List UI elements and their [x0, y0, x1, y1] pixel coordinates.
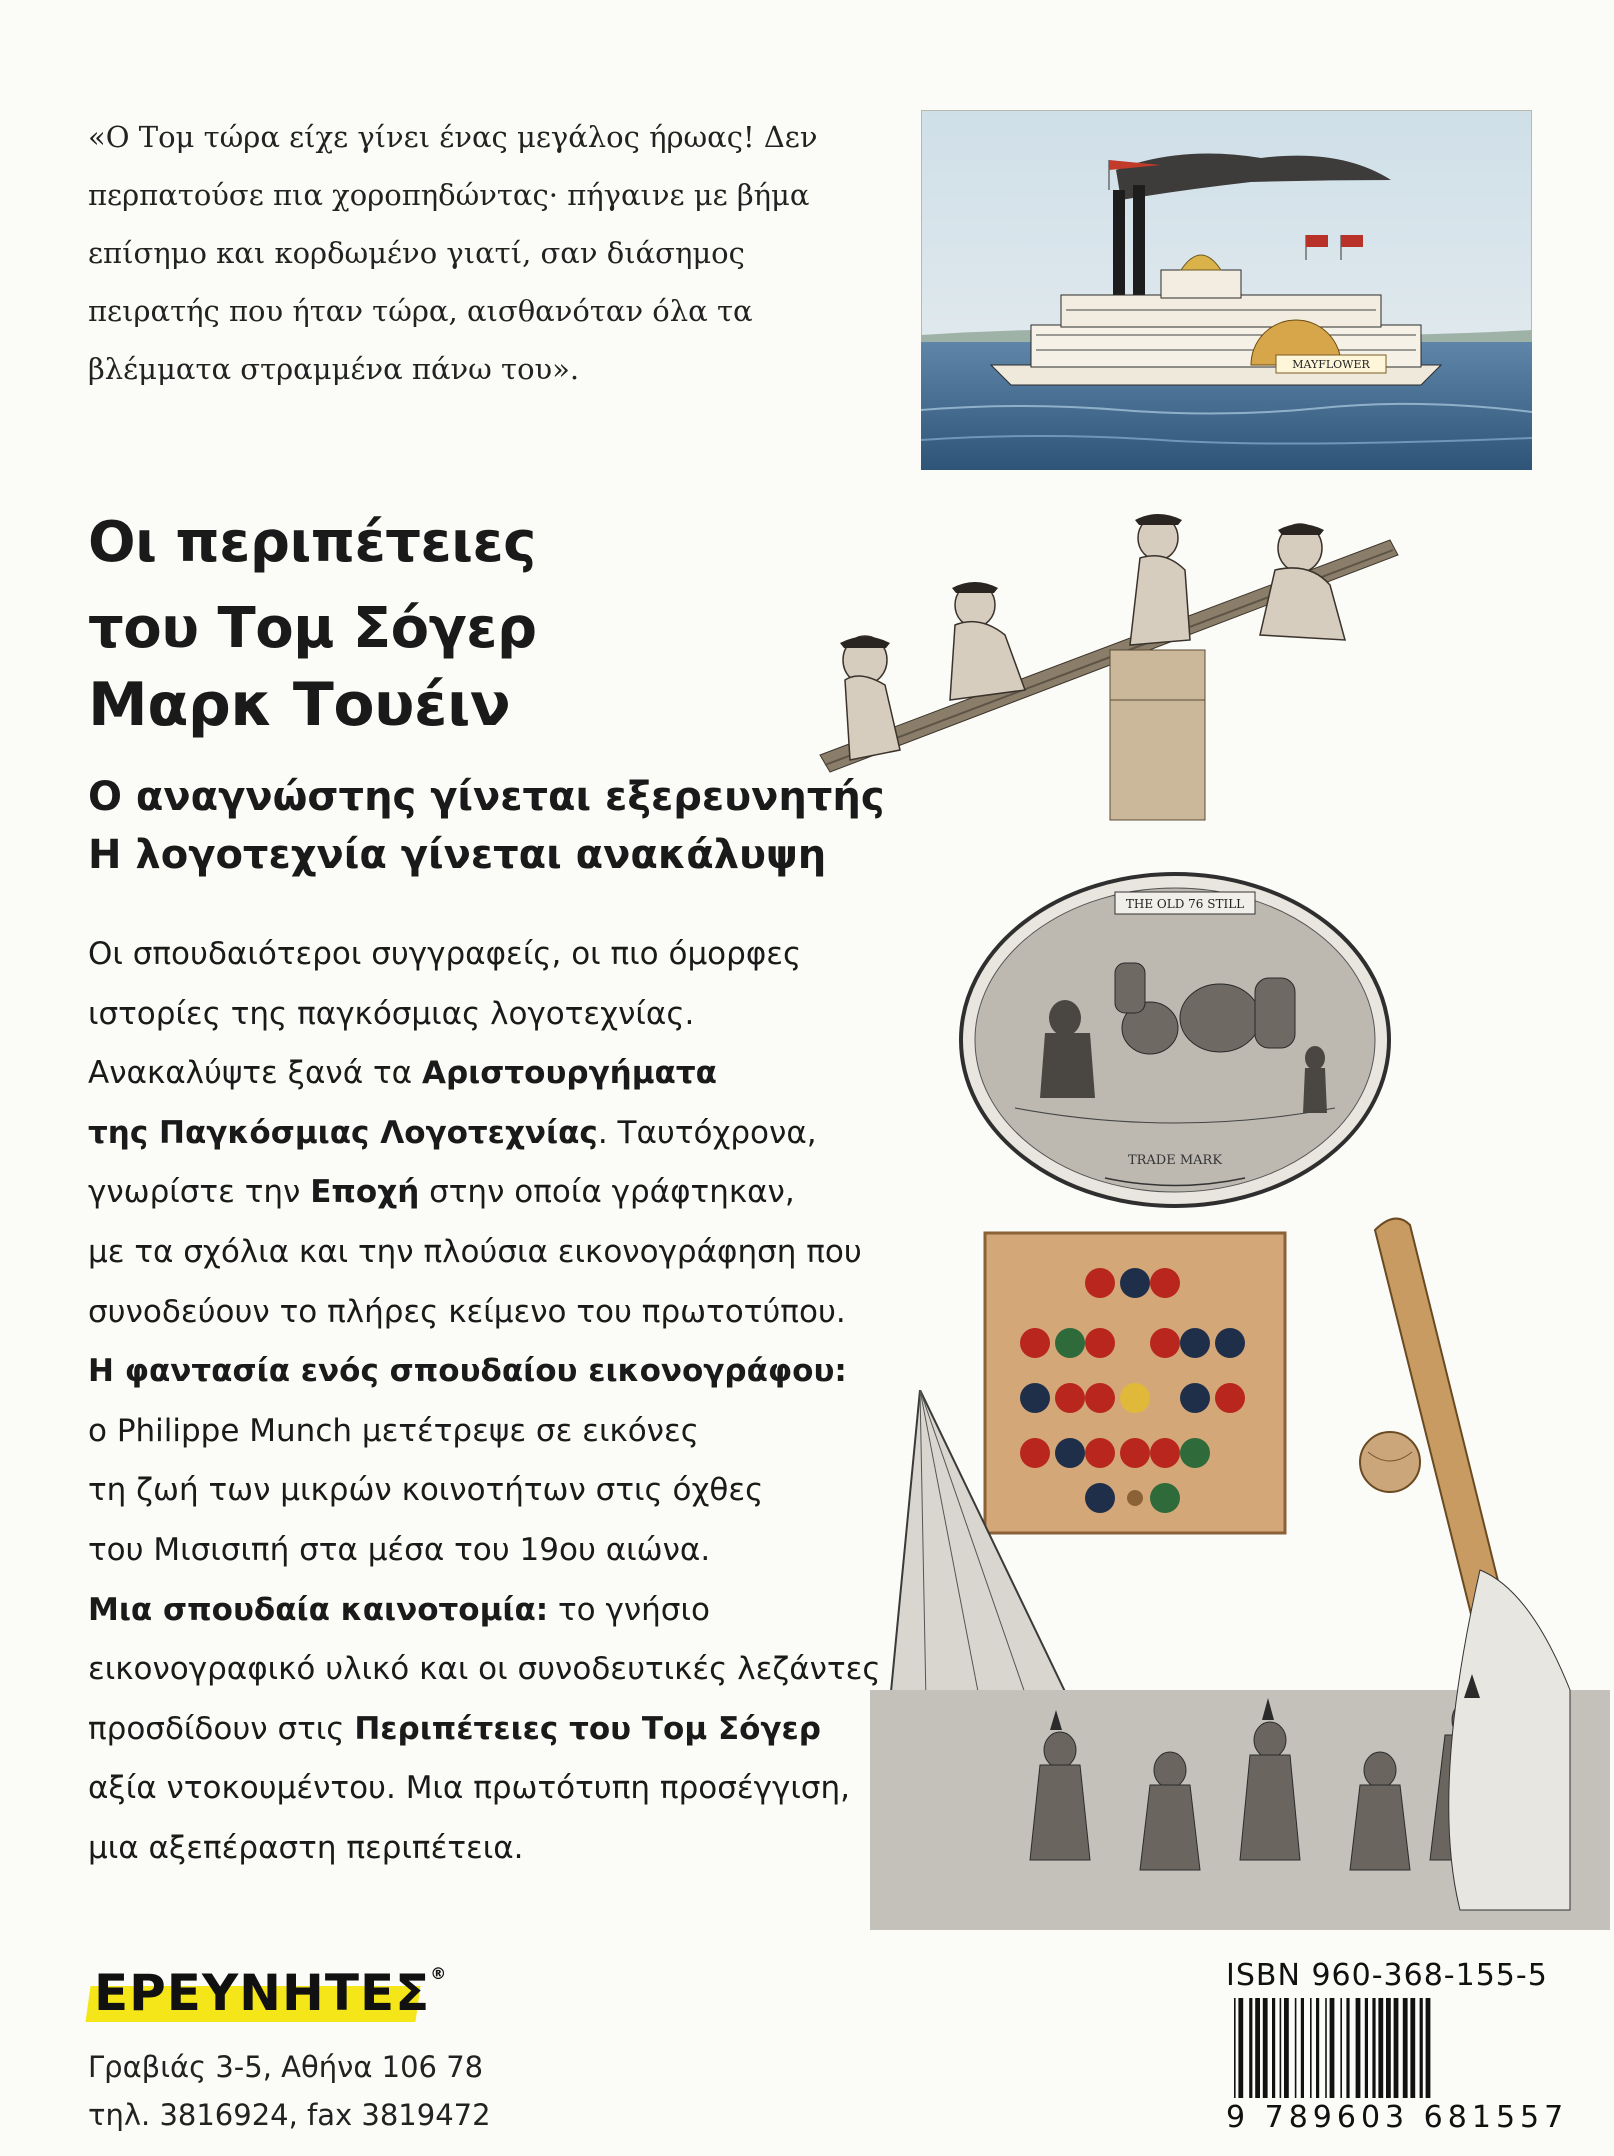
publisher-contact — [88, 2043, 491, 2139]
publisher-phone: τηλ. 3816924, fax 3819472 — [88, 2098, 491, 2132]
steamboat-illustration — [921, 110, 1532, 470]
description-line — [88, 1044, 888, 1104]
text-segment: το γνήσιο — [548, 1591, 710, 1628]
emphasis-text: Αριστουργήματα — [421, 1055, 717, 1092]
barcode-bar — [1284, 1998, 1289, 2098]
book-title-line: του Τομ Σόγερ — [88, 596, 537, 661]
barcode-bar — [1394, 1998, 1399, 2098]
emphasis-text: Μια σπουδαία καινοτομία: — [88, 1591, 549, 1628]
barcode-bar — [1378, 1998, 1383, 2098]
text-segment: στην οποία γράφτηκαν, — [419, 1174, 795, 1211]
barcode-bar — [1330, 1998, 1335, 2098]
barcode-bar — [1365, 1998, 1368, 2098]
barcode-bar — [1356, 1998, 1361, 2098]
barcode-bar — [1420, 1998, 1423, 2098]
barcode-number: 9 789603 681557 — [1226, 2100, 1569, 2135]
book-title-line: Οι περιπέτειες — [88, 510, 536, 575]
barcode-bar — [1340, 1998, 1342, 2098]
emphasis-text: Εποχή — [310, 1174, 420, 1211]
barcode-bar — [1255, 1998, 1260, 2098]
book-title — [88, 500, 537, 672]
barcode — [1232, 1998, 1532, 2098]
quote-line: βλέμματα στραμμένα πάνω του». — [88, 352, 580, 386]
text-segment: γνωρίστε την — [88, 1174, 311, 1211]
barcode-bar — [1316, 1998, 1319, 2098]
emphasis-text: της Παγκόσμιας Λογοτεχνίας — [88, 1114, 598, 1151]
tagline-line: Η λογοτεχνία γίνεται ανακάλυψη — [88, 832, 827, 878]
barcode-bar — [1272, 1998, 1275, 2098]
barcode-bar — [1295, 1998, 1297, 2098]
quote-line: πειρατής που ήταν τώρα, αισθανόταν όλα τα — [88, 294, 753, 328]
isbn-label: ISBN 960-368-155-5 — [1226, 1958, 1548, 1993]
description-line: Οι σπουδαιότεροι συγγραφείς, οι πιο όμορφες — [88, 936, 802, 972]
barcode-bar — [1426, 1998, 1431, 2098]
back-cover-quote — [88, 108, 848, 398]
registered-mark: ® — [430, 1964, 448, 1983]
barcode-bar — [1346, 1998, 1349, 2098]
barcode-bar — [1234, 1998, 1236, 2098]
text-segment: Ανακαλύψτε ξανά τα — [88, 1055, 422, 1092]
description-line: του Μισισιπή στα μέσα του 19ου αιώνα. — [88, 1531, 711, 1568]
emphasis-text: Η φαντασία ενός σπουδαίου εικονογράφου: — [88, 1353, 847, 1390]
emphasis-text: Περιπέτειες του Τομ Σόγερ — [354, 1710, 821, 1747]
plate-trade-mark: TRADE MARK — [1127, 1153, 1223, 1168]
quote-line: περπατούσε πια χοροπηδώντας· πήγαινε με βήμα — [88, 178, 810, 212]
description-line: τη ζωή των μικρών κοινοτήτων στις όχθες — [88, 1472, 764, 1509]
author-name: Μαρκ Τουέιν — [88, 670, 511, 740]
quote-line: «Ο Τομ τώρα είχε γίνει ένας μεγάλος ήρωας! Δεν — [88, 120, 818, 154]
barcode-bar — [1372, 1998, 1375, 2098]
publisher-name-text: ΕΡΕΥΝΗΤΕΣ — [94, 1964, 431, 2022]
native-camp-engraving — [870, 1390, 1610, 1930]
barcode-bar — [1310, 1998, 1312, 2098]
text-segment: . Ταυτόχρονα, — [597, 1114, 817, 1151]
plate-sign: THE OLD 76 STILL — [1125, 897, 1245, 911]
description-line — [88, 1104, 888, 1164]
barcode-bar — [1249, 1998, 1252, 2098]
description-line: με τα σχόλια και την πλούσια εικονογράφηση που — [88, 1233, 862, 1270]
description-line — [88, 1581, 888, 1641]
description-line — [88, 1163, 888, 1223]
description-line — [88, 1342, 888, 1402]
still-engraving-plate — [955, 868, 1395, 1213]
description-line: εικονογραφικό υλικό και οι συνοδευτικές λεζάντες — [88, 1651, 881, 1688]
description-line: μια αξεπέραστη περιπέτεια. — [88, 1829, 524, 1866]
tagline-line: Ο αναγνώστης γίνεται εξερευνητής — [88, 774, 885, 820]
text-segment: προσδίδουν στις — [88, 1710, 355, 1747]
series-tagline — [88, 768, 885, 884]
barcode-bar — [1386, 1998, 1391, 2098]
children-seesaw-photo — [790, 510, 1400, 830]
steamboat-name: MAYFLOWER — [1292, 358, 1370, 371]
barcode-bar — [1263, 1998, 1268, 2098]
publisher-name — [94, 1964, 447, 2022]
publisher-address: Γραβιάς 3-5, Αθήνα 106 78 — [88, 2050, 484, 2084]
publisher-logo — [88, 1962, 448, 2022]
description-line: αξία ντοκουμέντου. Μια πρωτότυπη προσέγγιση, — [88, 1770, 850, 1807]
description-line: συνοδεύουν το πλήρες κείμενο του πρωτοτύπου. — [88, 1293, 846, 1330]
quote-line: επίσημο και κορδωμένο γιατί, σαν διάσημος — [88, 236, 745, 270]
barcode-bar — [1403, 1998, 1408, 2098]
barcode-bar — [1410, 1998, 1415, 2098]
book-description — [88, 925, 888, 1879]
barcode-bar — [1325, 1998, 1327, 2098]
barcode-bar — [1238, 1998, 1243, 2098]
barcode-bar — [1301, 1998, 1304, 2098]
description-line: ιστορίες της παγκόσμιας λογοτεχνίας. — [88, 995, 695, 1032]
barcode-bar — [1280, 1998, 1282, 2098]
description-line — [88, 1700, 888, 1760]
description-line: ο Philippe Munch μετέτρεψε σε εικόνες — [88, 1412, 699, 1449]
